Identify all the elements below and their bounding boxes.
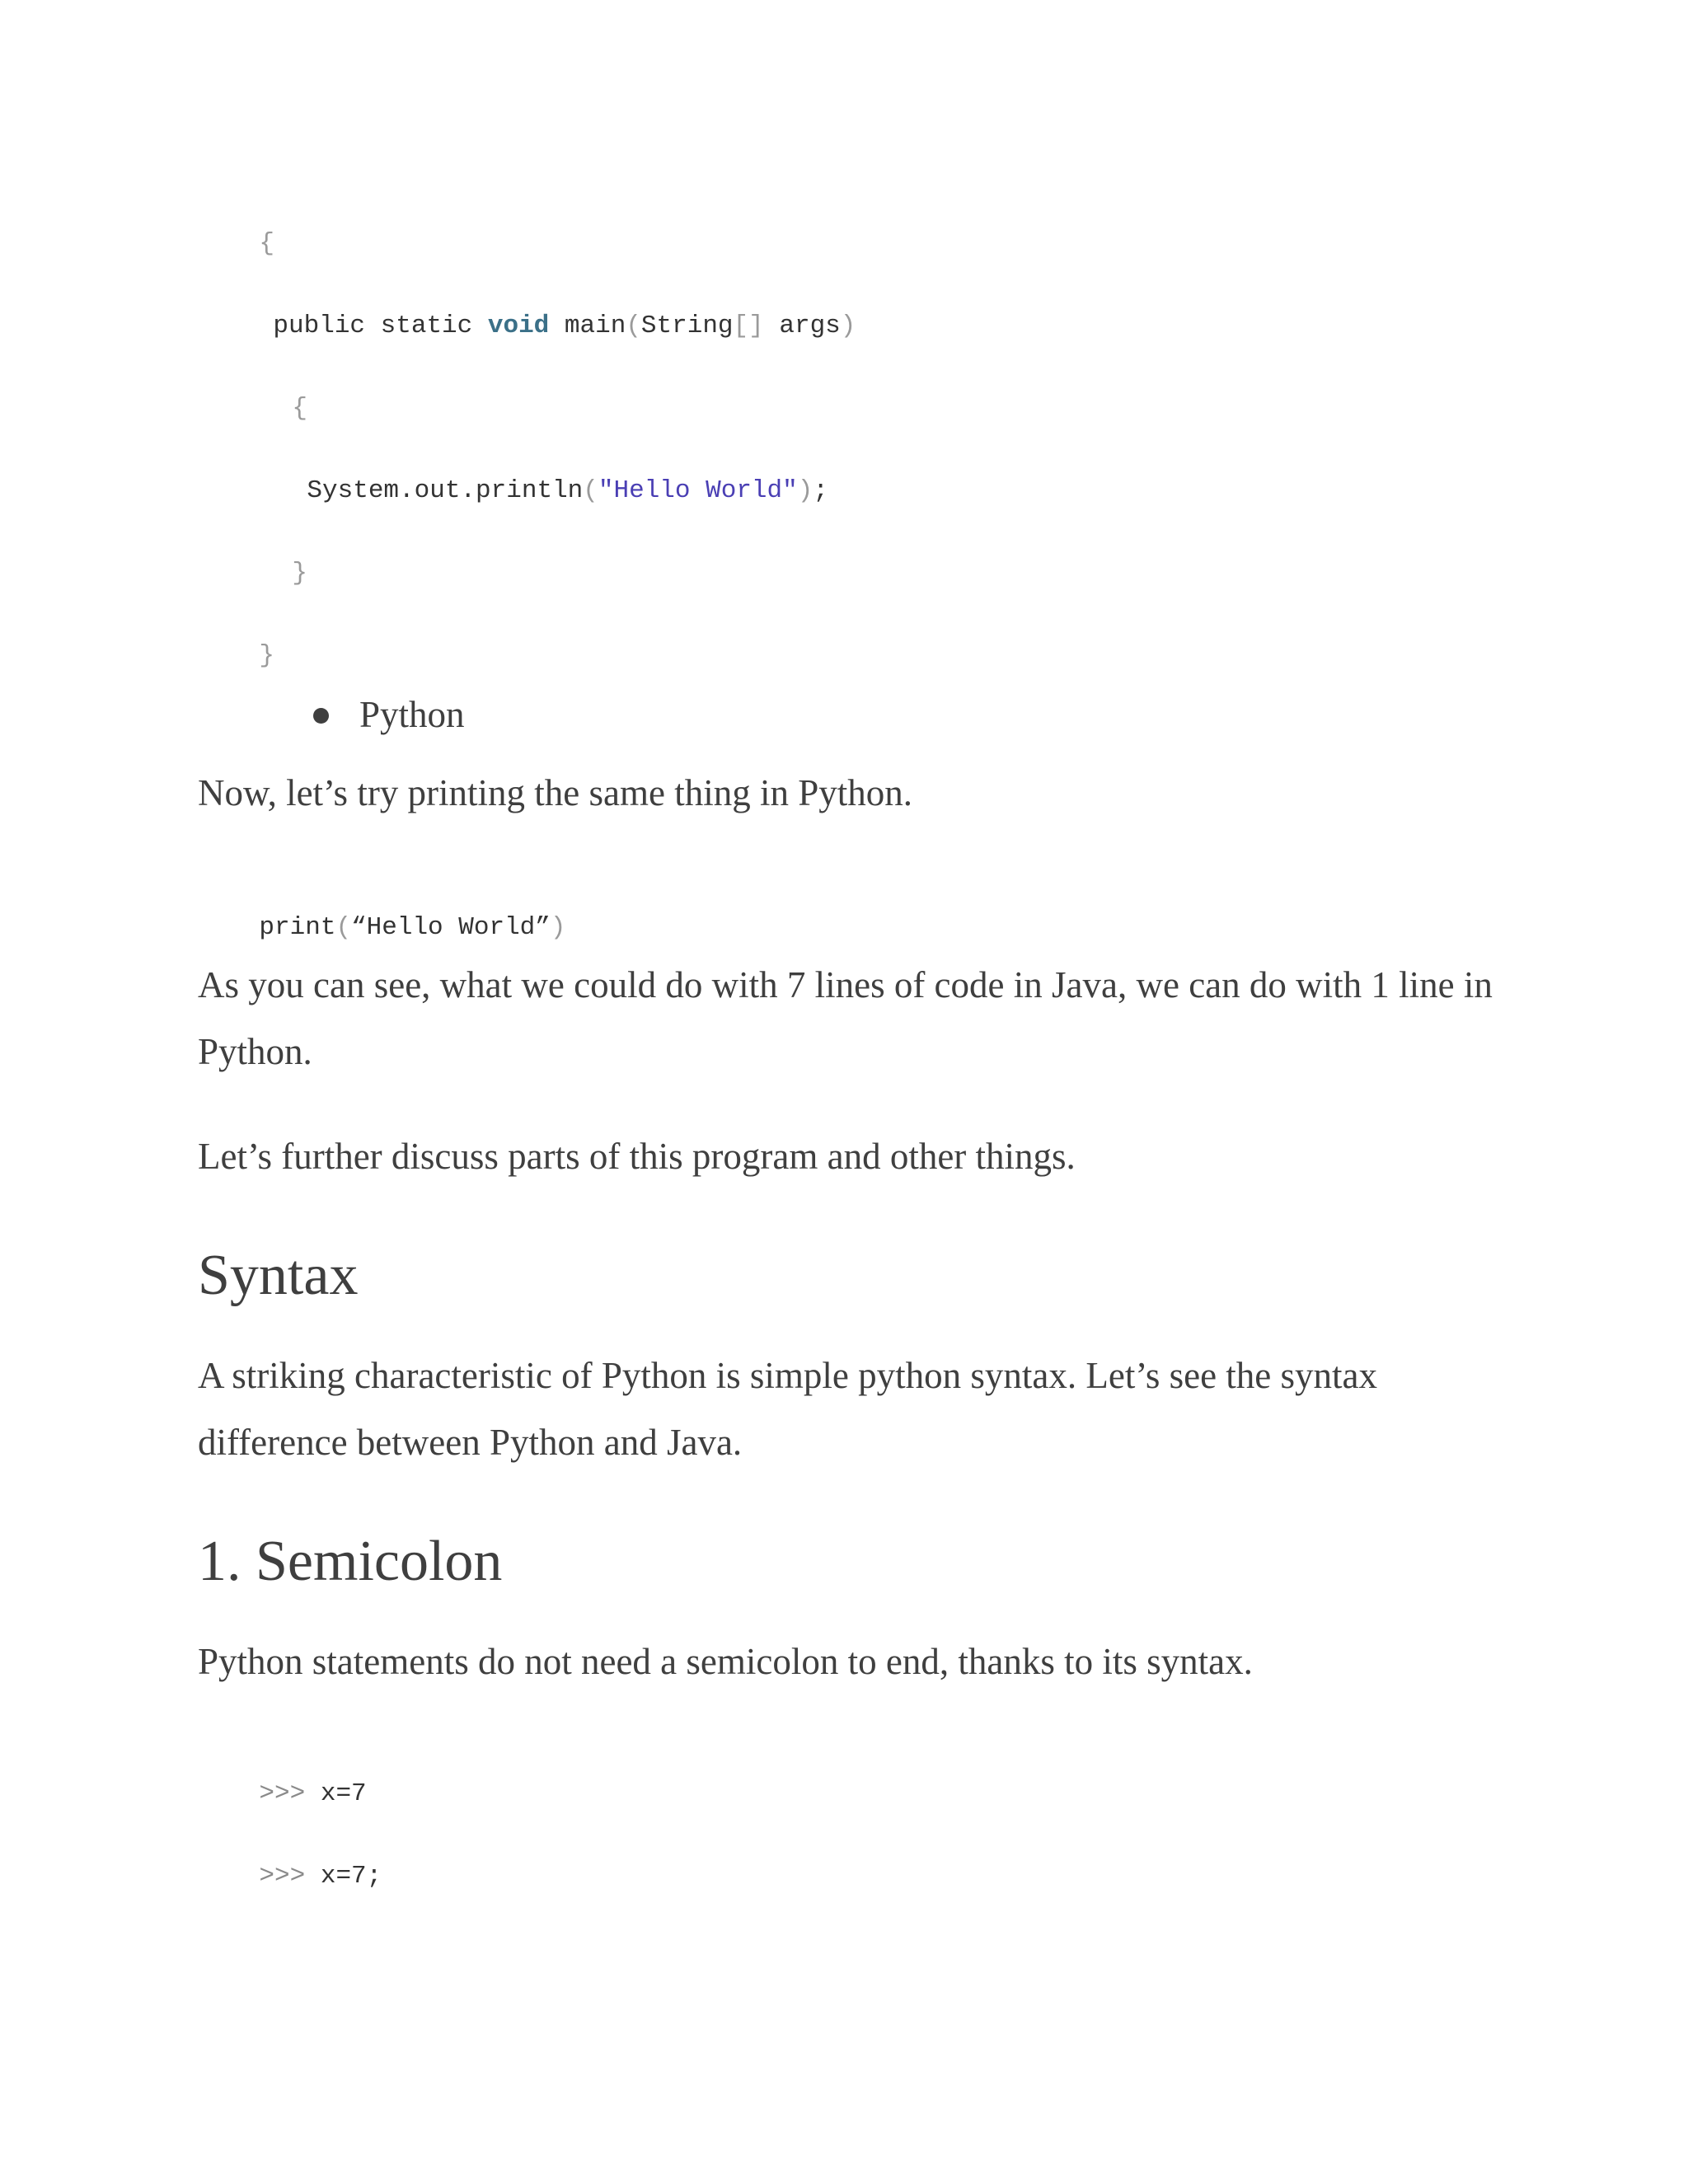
paren-close: ) [797, 476, 814, 505]
paragraph-2: As you can see, what we could do with 7 lines of code in Java, we can do with 1 line in Python. [198, 964, 1493, 1072]
repl-code: x=7; [305, 1862, 382, 1891]
paragraph-1: Now, let’s try printing the same thing in Python. [198, 772, 913, 813]
print-call: print [259, 913, 336, 942]
paren-open: ( [626, 312, 641, 340]
param-type: String [640, 312, 734, 340]
paren-close: ) [550, 913, 566, 942]
paren-open: ( [335, 913, 352, 942]
java-code-line-6 [198, 607, 274, 705]
open-brace: { [292, 394, 308, 423]
heading-syntax: Syntax [198, 1244, 359, 1307]
java-code-line-4 [246, 442, 828, 541]
paren-open: ( [583, 476, 598, 505]
heading-semicolon: 1. Semicolon [198, 1530, 503, 1593]
array-brackets: [] [733, 312, 764, 340]
paren-close: ) [840, 312, 856, 340]
paragraph-4: A striking characteristic of Python is simple python syntax. Let’s see the syntax difference between Python and Java. [198, 1355, 1378, 1463]
void-keyword: void [487, 312, 550, 340]
paragraph-3: Let’s further discuss parts of this program and other things. [198, 1136, 1076, 1177]
close-brace: } [292, 559, 308, 588]
repl-code: x=7 [305, 1779, 367, 1808]
semicolon: ; [813, 476, 828, 505]
bullet-dot-icon [313, 708, 329, 724]
repl-prompt: >>> [259, 1862, 306, 1891]
modifiers: public static [273, 312, 488, 340]
param-name: args [763, 312, 841, 340]
open-brace: { [259, 229, 275, 258]
close-brace: } [259, 641, 275, 670]
string-literal: "Hello World" [598, 476, 798, 505]
repl-line-2 [198, 1827, 382, 1926]
println-call: System.out.println [307, 476, 584, 505]
bullet-item-python: Python [359, 694, 465, 735]
java-code-line-2 [212, 277, 856, 376]
paragraph-5: Python statements do not need a semicolon to end, thanks to its syntax. [198, 1641, 1253, 1682]
repl-prompt: >>> [259, 1779, 306, 1808]
method-name: main [549, 312, 626, 340]
string-literal: “Hello World” [351, 913, 551, 942]
